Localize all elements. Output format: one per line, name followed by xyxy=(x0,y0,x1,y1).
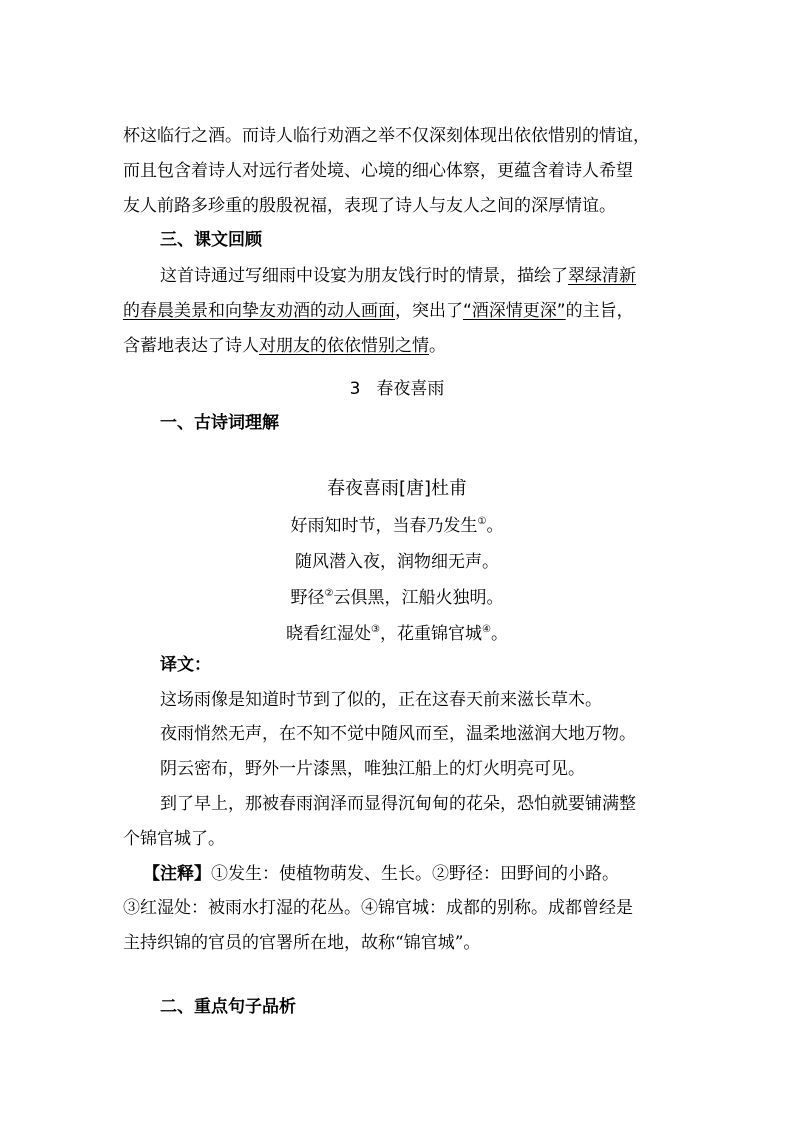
poem-line: 好雨知时节，当春乃发生①。 xyxy=(290,516,504,536)
answer-underline: 对朋友的依依惜别之情 xyxy=(259,336,429,356)
review-text: 这首诗通过写细雨中设宴为朋友饯行时的情景，描绘了 xyxy=(160,266,568,286)
notes-line: ③红湿处：被雨水打湿的花丛。④锦官城：成都的别称。成都曾经是 xyxy=(123,898,633,918)
notes-label: 【注释】 xyxy=(143,864,211,884)
answer-underline: 翠绿清新 xyxy=(568,266,636,286)
lesson-number: 3 xyxy=(349,379,361,399)
lesson-title xyxy=(0,379,794,399)
review-text: 含蓄地表达了诗人 xyxy=(123,336,259,356)
answer-underline: 的春晨美景和向挚友劝酒的动人画面 xyxy=(123,301,395,321)
review-paragraph-line xyxy=(160,266,636,286)
paragraph-line: 杯这临行之酒。而诗人临行劝酒之举不仅深刻体现出依依惜别的情谊， xyxy=(123,126,650,146)
section-heading-key-sentences: 二、重点句子品析 xyxy=(160,997,296,1017)
section-heading-review: 三、课文回顾 xyxy=(160,230,262,250)
paragraph-line: 友人前路多珍重的殷殷祝福，表现了诗人与友人之间的深厚情谊。 xyxy=(123,196,616,216)
review-text: 。 xyxy=(429,336,446,356)
poem-line: 晓看红湿处③，花重锦官城④。 xyxy=(286,624,508,644)
translation-line: 夜雨悄然无声，在不知不觉中随风而至，温柔地滋润大地万物。 xyxy=(160,724,636,744)
answer-underline: “酒深情更深” xyxy=(463,301,566,321)
section-heading-poem-understanding: 一、古诗词理解 xyxy=(160,413,279,433)
review-text: ，突出了 xyxy=(395,301,463,321)
footnote-marker: ③ xyxy=(371,624,380,635)
translation-line: 这场雨像是知道时节到了似的，正在这春天前来滋长草木。 xyxy=(160,690,602,710)
translation-label: 译文： xyxy=(160,655,211,675)
footnote-marker: ④ xyxy=(482,624,491,635)
poem-title: 春夜喜雨[唐]杜甫 xyxy=(326,478,468,499)
review-text: 的主旨， xyxy=(565,301,634,321)
translation-line: 阴云密布，野外一片漆黑，唯独江船上的灯火明亮可见。 xyxy=(160,759,585,779)
paragraph-line: 而且包含着诗人对远行者处境、心境的细心体察，更蕴含着诗人希望 xyxy=(123,161,633,181)
translation-line: 到了早上，那被春雨润泽而显得沉甸甸的花朵，恐怕就要铺满整 xyxy=(160,794,636,814)
footnote-marker: ① xyxy=(477,516,487,527)
lesson-name: 春夜喜雨 xyxy=(376,379,445,399)
notes-line: 【注释】①发生：使植物萌发、生长。②野径：田野间的小路。 xyxy=(143,864,619,884)
poem-line: 野径②云俱黑，江船火独明。 xyxy=(290,588,504,608)
footnote-marker: ② xyxy=(324,588,334,599)
review-paragraph-line xyxy=(123,301,634,321)
translation-line: 个锦官城了。 xyxy=(123,829,225,849)
notes-line: 主持织锦的官员的官署所在地，故称“锦官城”。 xyxy=(123,933,481,953)
review-paragraph-line xyxy=(123,336,446,356)
poem-line: 随风潜入夜，润物细无声。 xyxy=(295,552,499,572)
